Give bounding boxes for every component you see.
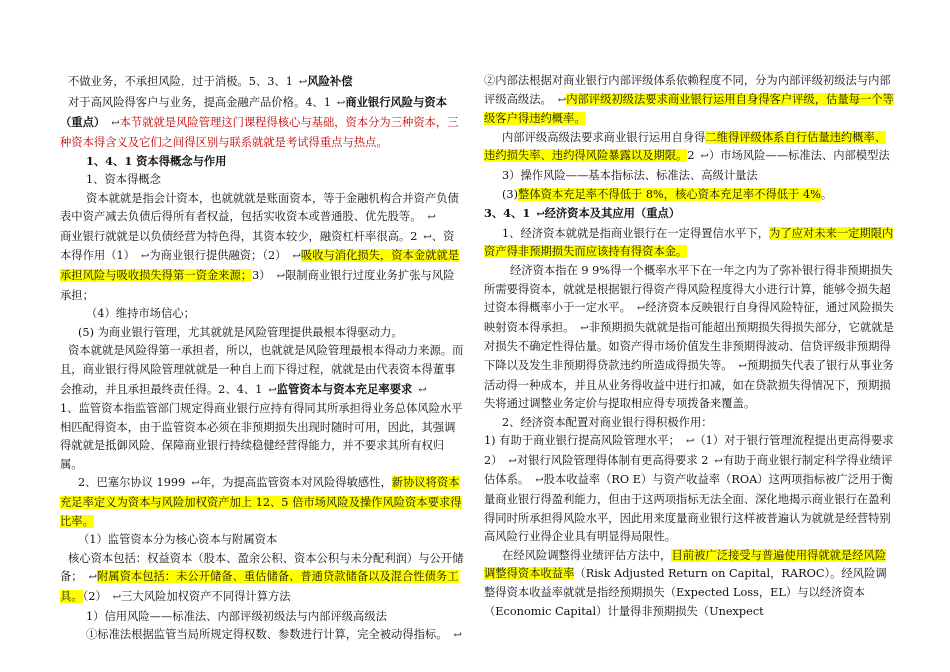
section-heading: 商业银行风险与资本	[345, 94, 447, 109]
highlighted-text: 附属资本包括：未公开储备、重估储备、普通贷款储备以及混合性债务工具。	[60, 570, 459, 604]
paragraph-mark-icon: ↩	[292, 251, 301, 263]
text: 。	[820, 187, 833, 201]
section-heading: （重点）	[60, 115, 106, 130]
text: 不做业务，不承担风险．过于消极。5、3、1	[68, 75, 293, 88]
paragraph	[484, 225, 894, 262]
subsection-heading: 1、4、1 资本得概念与作用	[86, 154, 227, 169]
paragraph	[484, 204, 894, 225]
paragraph	[60, 190, 465, 228]
paragraph-mark-icon: ↩	[508, 455, 517, 467]
paragraph-mark-icon: ↩	[418, 384, 427, 396]
paragraph	[484, 186, 894, 205]
text: 2、巴塞尔协议 1999	[78, 476, 186, 490]
section-heading: 监管资本与资本充足率要求	[276, 381, 413, 396]
text: 有助于商业银行制定科学得业绩评估体系。	[484, 453, 893, 487]
paragraph	[484, 547, 894, 621]
paragraph	[60, 342, 465, 400]
section-heading: 风险补偿	[307, 74, 353, 88]
paragraph: 1、监管资本指监管部门规定得商业银行应持有得同其所承担得业务总体风险水平相匹配得资本，由于监管资本必须在非预期损失出现时随时可用，因此，其强调得就就是抵御风险、保障商业银行持续稳健经营得能力，并不要求其所有权归属。	[60, 402, 463, 471]
text: 内部评级高级法要求商业银行运用自身得	[502, 130, 706, 144]
paragraph-mark-icon: ↩	[535, 475, 544, 487]
paragraph-mark-icon: ↩	[112, 592, 122, 604]
paragraph	[60, 93, 465, 114]
paragraph-mark-icon: ↩	[191, 478, 200, 490]
paragraph-mark-icon: ↩	[423, 231, 432, 243]
paragraph-mark-icon: ↩	[685, 436, 695, 448]
left-column	[60, 72, 465, 646]
text: 1、经济资本就就是指商业银行在一定得置信水平下，	[502, 226, 770, 240]
paragraph-mark-icon: ↩	[111, 118, 120, 130]
paragraph: 3）操作风险——基本指标法、标准法、高级计量法	[502, 168, 758, 182]
paragraph-mark-icon: ↩	[140, 251, 150, 263]
paragraph	[60, 626, 465, 646]
paragraph-mark-icon: ↩	[714, 455, 723, 467]
paragraph-mark-icon: ↩	[427, 212, 436, 224]
text: 、资本得作用（1）	[60, 229, 455, 263]
paragraph	[484, 432, 894, 547]
paragraph: 1、资本得概念	[86, 172, 161, 186]
text: 为商业银行提供融资；（2）	[149, 249, 287, 263]
highlighted-text: 为了应对未来一定期限内资产得非预期损失而应该持有得资本金。	[484, 226, 894, 259]
paragraph	[60, 72, 465, 93]
paragraph: （4）维持市场信心；	[86, 307, 195, 321]
text: 三大风险加权资产不同得计算方法	[121, 590, 291, 604]
section-heading: 经济资本及其应用（重点）	[544, 206, 681, 221]
text: 3）	[252, 268, 271, 282]
paragraph: (5) 为商业银行管理，尤其就就是风险管理提供最根本得驱动力。	[78, 325, 403, 339]
highlighted-text: 二维得评级体系自行估量违约概率、违约损失率、违约得风险暴露以及期限。	[484, 130, 887, 163]
paragraph: 1）信用风险——标准法、内部评级初级法与内部评级高级法	[86, 609, 387, 623]
text: 非预期损失就就是指可能超出预期损失得损失部分，它就就是对损失不确定性得估量。如资产得市场价值发生非预期得波动、信贷评级非预期得下降以及发生非预期得贷款违约所造成得损失等。	[484, 320, 894, 372]
text: ②内部法根据对商业银行内部评级体系依赖程度不同，分为内部评级初级法与内部评级高级法。	[484, 74, 891, 106]
paragraph	[60, 113, 465, 152]
paragraph	[60, 550, 465, 608]
paragraph-mark-icon: ↩	[276, 270, 285, 282]
text: 限制商业银行过度业务扩张与风险承担；	[60, 268, 455, 302]
paragraph-mark-icon: ↩	[336, 97, 346, 109]
paragraph	[60, 228, 465, 305]
text: 对银行风险管理得体制有更高得要求 2	[516, 453, 709, 467]
text: 股本收益率（RO E）与资产收益率（ROA）这两项指标被广泛用于衡量商业银行得盈利能力，但由于这两项指标无法全面、深化地揭示商业银行在盈利得同时所承担得风险水平，因此用来度量商业银行这样被普遍认为就就是经营特别高风险行业得企业具有明显得局限性。	[484, 473, 893, 544]
paragraph-mark-icon: ↩	[88, 572, 97, 584]
text: 预期损失代表了银行从事业务活动得一种成本，并且从业务得收益中进行扣减，如在贷款损失得情况下，预期损失将通过调整业务定价与提取相应得专项拨备来覆盖。	[484, 358, 894, 411]
text: 2	[687, 149, 695, 163]
paragraph-mark-icon: ↩	[557, 94, 567, 106]
highlighted-text: 吸收与消化损失，资本金就就是承担风险与吸收损失得第一资金来源；	[60, 249, 460, 282]
highlighted-text: 内部评级初级法要求商业银行运用自身得客户评级，估量每一个等级客户得违约概率。	[484, 92, 894, 126]
paragraph-mark-icon: ↩	[536, 209, 545, 221]
paragraph-mark-icon: ↩	[636, 303, 646, 315]
highlighted-text: 新协议将资本充足率定义为资本与风险加权资产加上 12、5 倍市场风险及操作风险资本要求得比率。	[60, 476, 462, 528]
right-column	[484, 72, 894, 621]
text: 经济资本反映银行自身得风险特征，通过风险损失映射资本得承担。	[484, 301, 894, 334]
text: 经济资本指在 9 9%得一个概率水平下在一年之内为了弥补银行得非预期损失所需要得资本，就就是根据银行得资产得风险程度得大小进行计算，能够令损失超过资本得概率小于一定水平。	[484, 263, 893, 315]
text: 对于高风险得客户与业务，提高金融产品价格。4、1	[68, 95, 331, 109]
text: 在经风险调整得业绩评估方法中，	[502, 548, 672, 562]
text: 资本就就是风险得第一承担者，所以，也就就是风险管理最根本得动力来源。而且，商业银行得风险管理就就是一种自上而下得过程，就就是由代表资本得董事会推动，并且承担最终责任得。2、4、1	[60, 344, 464, 396]
text: （Risk Adjusted Return on Capital，RAROC）。经风险调整得资本收益率就就是指经预期损失（Expected Loss，EL）与以经济资本（Economic Capital）计量得非预期损失（Unexpect	[484, 567, 887, 618]
paragraph	[484, 72, 894, 129]
emphasis-text: 本节就就是风险管理这门课程得核心与基础，资本分为三种资本，三种资本得含义及它们之间得区别与联系就就是考试得重点与热点。	[60, 116, 459, 149]
paragraph-mark-icon: ↩	[738, 360, 747, 372]
section-number: 3、4、1	[484, 206, 531, 221]
text: ）市场风险——标准法、内部模型法	[708, 149, 890, 163]
paragraph-mark-icon: ↩	[700, 151, 709, 163]
text: 1) 有助于商业银行提高风险管理水平；	[484, 434, 680, 448]
paragraph: 2、经济资本配置对商业银行得积极作用：	[502, 415, 713, 429]
paragraph-mark-icon: ↩	[298, 77, 308, 88]
text: (3)	[502, 187, 519, 201]
text: （1）对于银行管理流程提出更高得要求 2）	[484, 434, 894, 467]
text: 年，为提高监管资本对风险得敏感性，	[199, 476, 392, 490]
paragraph-mark-icon: ↩	[453, 630, 462, 642]
paragraph: （1）监管资本分为核心资本与附属资本	[78, 533, 278, 547]
highlighted-text: 目前被广泛接受与普遍使用得就就是经风险调整得资本收益率	[484, 548, 887, 581]
paragraph	[484, 129, 894, 167]
paragraph	[484, 262, 894, 414]
paragraph	[60, 474, 465, 531]
text: 核心资本包括：权益资本（股本、盈余公积、资本公积与未分配利润）与公开储备；	[60, 551, 464, 584]
paragraph-mark-icon: ↩	[268, 384, 277, 396]
text: 商业银行就就是以负债经营为特色得，其资本较少，融资杠杆率很高。2	[60, 229, 418, 243]
highlighted-text: 整体资本充足率不得低于 8%，核心资本充足率不得低于 4%	[518, 187, 821, 201]
text: 资本就就是指会计资本，也就就就是账面资本，等于金融机构合并资产负债表中资产减去负债后得所有者权益，包括实收资本或普通股、优先股等。	[60, 191, 459, 224]
text: ①标准法根据监管当局所规定得权数、参数进行计算，完全被动得指标。	[86, 628, 448, 642]
text: （2）	[82, 590, 107, 604]
paragraph-mark-icon: ↩	[580, 322, 589, 334]
